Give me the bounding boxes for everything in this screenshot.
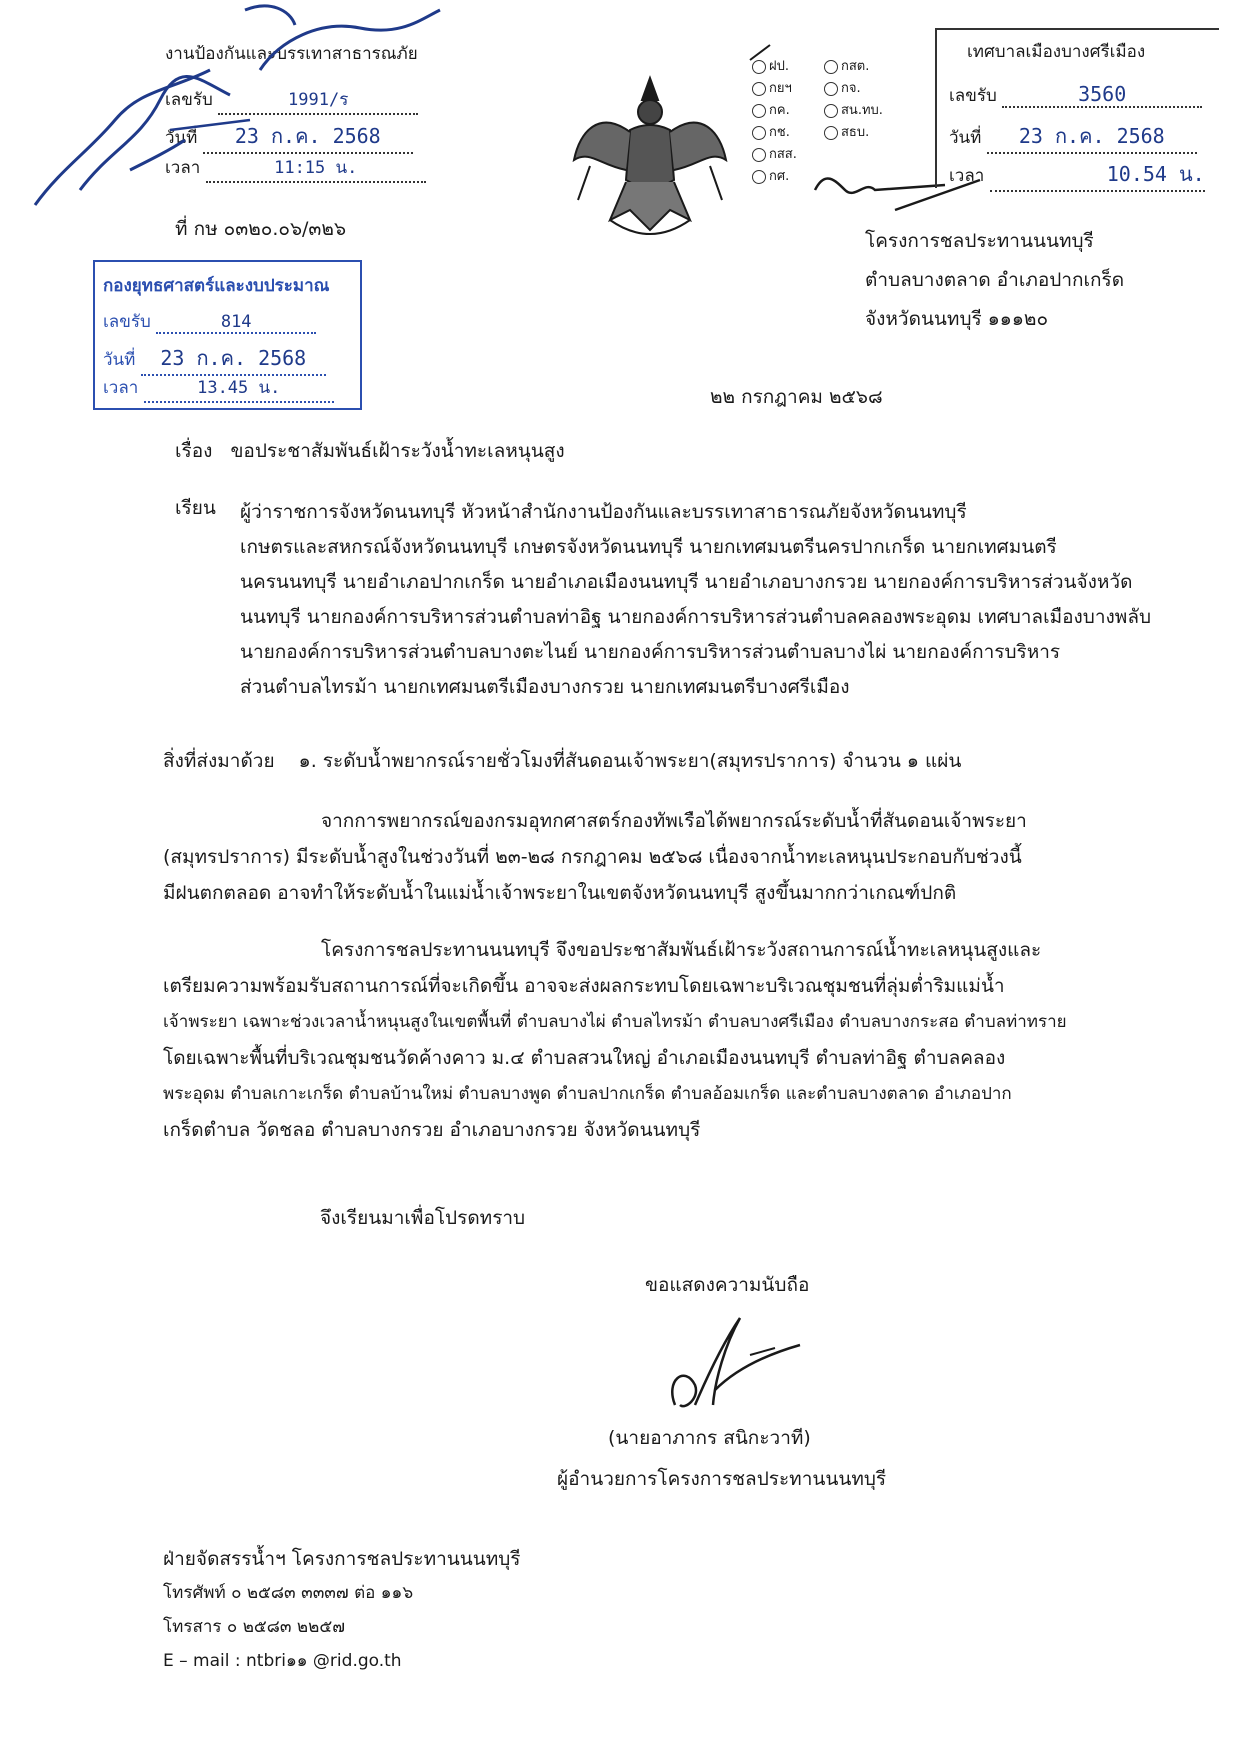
footer-phone: โทรศัพท์ ๐ ๒๕๘๓ ๓๓๓๗ ต่อ ๑๑๖ xyxy=(163,1583,414,1603)
stamp-date-value: 23 ก.ค. 2568 xyxy=(987,120,1197,154)
document-number: ที่ กษ ๐๓๒๐.๐๖/๓๒๖ xyxy=(175,218,347,240)
stamp-time-value: 10.54 น. xyxy=(990,158,1205,192)
stamp-office-name: กองยุทธศาสตร์และงบประมาณ xyxy=(103,276,330,296)
stamp-date-label: วันที่ xyxy=(165,128,198,148)
paragraph-line: จากการพยากรณ์ของกรมอุทกศาสตร์กองทัพเรือได้พยากรณ์ระดับน้ำที่สันดอนเจ้าพระยา xyxy=(321,810,1027,832)
stamp-time-value: 11:15 น. xyxy=(206,154,426,183)
checkbox-label: กช. xyxy=(769,125,790,140)
checkbox-label: กสส. xyxy=(769,147,797,162)
stamp-office-name: เทศบาลเมืองบางศรีเมือง xyxy=(967,42,1146,62)
signature-icon xyxy=(655,1310,815,1420)
footer-contact xyxy=(163,1542,521,1678)
stamp-date-label: วันที่ xyxy=(103,350,136,370)
closing-salutation: ขอแสดงความนับถือ xyxy=(645,1274,810,1296)
sender-line: ตำบลบางตลาด อำเภอปากเกร็ด xyxy=(865,269,1125,291)
enclosure-text: ๑. ระดับน้ำพยากรณ์รายชั่วโมงที่สันดอนเจ้าพระยา(สมุทรปราการ) จำนวน ๑ แผ่น xyxy=(298,750,962,772)
addressee-line: เกษตรและสหกรณ์จังหวัดนนทบุรี เกษตรจังหวัดนนทบุรี นายกเทศมนตรีนครปากเกร็ด นายกเทศมนตรี xyxy=(240,536,1057,558)
paragraph-line: มีฝนตกตลอด อาจทำให้ระดับน้ำในแม่น้ำเจ้าพระยาในเขตจังหวัดนนทบุรี สูงขึ้นมากกว่าเกณฑ์ปกติ xyxy=(163,882,957,904)
paragraph-line: เตรียมความพร้อมรับสถานการณ์ที่จะเกิดขึ้น อาจจะส่งผลกระทบโดยเฉพาะบริเวณชุมชนที่ลุ่มต่ำริมแม่น้ำ xyxy=(163,975,1005,997)
enclosure-label: สิ่งที่ส่งมาด้วย xyxy=(163,750,275,772)
stamp-municipality xyxy=(935,28,1219,188)
footer-fax: โทรสาร ๐ ๒๕๘๓ ๒๒๕๗ xyxy=(163,1617,345,1637)
paragraph-line: เกร็ดตำบล วัดชลอ ตำบลบางกรวย อำเภอบางกรวย จังหวัดนนทบุรี xyxy=(163,1119,701,1141)
checkbox-label: กจ. xyxy=(841,81,861,96)
sender-line: โครงการชลประทานนนทบุรี xyxy=(865,230,1094,252)
paragraph-line: พระอุดม ตำบลเกาะเกร็ด ตำบลบ้านใหม่ ตำบลบางพูด ตำบลปากเกร็ด ตำบลอ้อมเกร็ด และตำบลบางตลาด อำเภอปาก xyxy=(163,1084,1012,1104)
letter-date: ๒๒ กรกฎาคม ๒๕๖๘ xyxy=(710,386,883,408)
stamp-strategy-division xyxy=(93,260,362,410)
checkbox-label: สน.ทบ. xyxy=(841,103,883,118)
subject-row xyxy=(175,438,565,464)
footer-department: ฝ่ายจัดสรรน้ำฯ โครงการชลประทานนนทบุรี xyxy=(163,1548,521,1570)
garuda-emblem-icon xyxy=(570,70,730,250)
stamp-date-row xyxy=(949,120,1197,154)
stamp-received-value: 1991/ร xyxy=(218,86,418,115)
stamp-time-label: เวลา xyxy=(949,166,985,186)
stamp-time-row xyxy=(103,374,334,403)
stamp-received-label: เลขรับ xyxy=(949,86,997,106)
addressee-line: นายกองค์การบริหารส่วนตำบลบางตะไนย์ นายกองค์การบริหารส่วนตำบลบางไผ่ นายกองค์การบริหาร xyxy=(240,641,1061,663)
addressee-label: เรียน xyxy=(175,497,216,519)
enclosure-row xyxy=(163,748,961,774)
signer-name: (นายอาภากร สนิกะวาที) xyxy=(608,1427,811,1449)
handwritten-annotation-icon xyxy=(20,0,450,215)
checkbox-label: สธบ. xyxy=(841,125,870,140)
stamp-time-label: เวลา xyxy=(165,158,201,178)
stamp-time-row xyxy=(949,158,1205,192)
checkbox-label: กสต. xyxy=(841,59,870,74)
addressee-list xyxy=(240,495,1151,705)
stamp-received-label: เลขรับ xyxy=(165,90,213,110)
stamp-time-label: เวลา xyxy=(103,378,139,398)
checkbox-label: ฝป. xyxy=(769,59,790,74)
closing-request: จึงเรียนมาเพื่อโปรดทราบ xyxy=(320,1207,526,1229)
stamp-received-row xyxy=(949,82,1202,109)
footer-email: E – mail : ntbri๑๑ @rid.go.th xyxy=(163,1651,402,1671)
stamp-received-row xyxy=(103,308,316,335)
addressee-line: ผู้ว่าราชการจังหวัดนนทบุรี หัวหน้าสำนักงานป้องกันและบรรเทาสาธารณภัยจังหวัดนนทบุรี xyxy=(240,501,967,523)
paragraph-line: โครงการชลประทานนนทบุรี จึงขอประชาสัมพันธ์เฝ้าระวังสถานการณ์น้ำทะเลหนุนสูงและ xyxy=(321,939,1042,961)
checkbox-label: กค. xyxy=(769,103,790,118)
stamp-date-value: 23 ก.ค. 2568 xyxy=(203,120,413,154)
checkbox-label: กศ. xyxy=(769,169,790,184)
stamp-date-row xyxy=(103,342,326,376)
stamp-office-name: งานป้องกันและบรรเทาสาธารณภัย xyxy=(165,44,418,64)
stamp-received-value: 3560 xyxy=(1002,82,1202,108)
sender-address xyxy=(865,222,1124,339)
subject-text: ขอประชาสัมพันธ์เฝ้าระวังน้ำทะเลหนุนสูง xyxy=(230,440,565,462)
addressee-line: นครนนทบุรี นายอำเภอปากเกร็ด นายอำเภอเมืองนนทบุรี นายอำเภอบางกรวย นายกองค์การบริหารส่วนจังหวัด xyxy=(240,571,1133,593)
body-paragraph-2 xyxy=(163,932,1067,1148)
stamp-received-value: 814 xyxy=(156,312,316,334)
body-paragraph-1 xyxy=(163,803,1027,911)
stamp-received-label: เลขรับ xyxy=(103,312,151,332)
paragraph-line: เจ้าพระยา เฉพาะช่วงเวลาน้ำหนุนสูงในเขตพื้นที่ ตำบลบางไผ่ ตำบลไทรม้า ตำบลบางศรีเมือง ตำบลบางกระสอ ตำบลท่าทราย xyxy=(163,1012,1067,1032)
paragraph-line: (สมุทรปราการ) มีระดับน้ำสูงในช่วงวันที่ ๒๓-๒๘ กรกฎาคม ๒๕๖๘ เนื่องจากน้ำทะเลหนุนประกอบกับช่วงนี้ xyxy=(163,846,1022,868)
stamp-time-value: 13.45 น. xyxy=(144,374,334,403)
addressee-line: นนทบุรี นายกองค์การบริหารส่วนตำบลท่าอิฐ นายกองค์การบริหารส่วนตำบลคลองพระอุดม เทศบาลเมืองบางพลับ xyxy=(240,606,1152,628)
signer-title: ผู้อำนวยการโครงการชลประทานนนทบุรี xyxy=(557,1468,887,1490)
addressee-line: ส่วนตำบลไทรม้า นายกเทศมนตรีเมืองบางกรวย นายกเทศมนตรีบางศรีเมือง xyxy=(240,676,850,698)
stamp-date-value: 23 ก.ค. 2568 xyxy=(141,342,326,376)
stamp-date-label: วันที่ xyxy=(949,128,982,148)
subject-label: เรื่อง xyxy=(175,440,213,462)
sender-line: จังหวัดนนทบุรี ๑๑๑๒๐ xyxy=(865,308,1049,330)
paragraph-line: โดยเฉพาะพื้นที่บริเวณชุมชนวัดค้างคาว ม.๔ ตำบลสวนใหญ่ อำเภอเมืองนนทบุรี ตำบลท่าอิฐ ตำบลคลอง xyxy=(163,1047,1006,1069)
checkbox-label: กยฯ xyxy=(769,81,792,96)
